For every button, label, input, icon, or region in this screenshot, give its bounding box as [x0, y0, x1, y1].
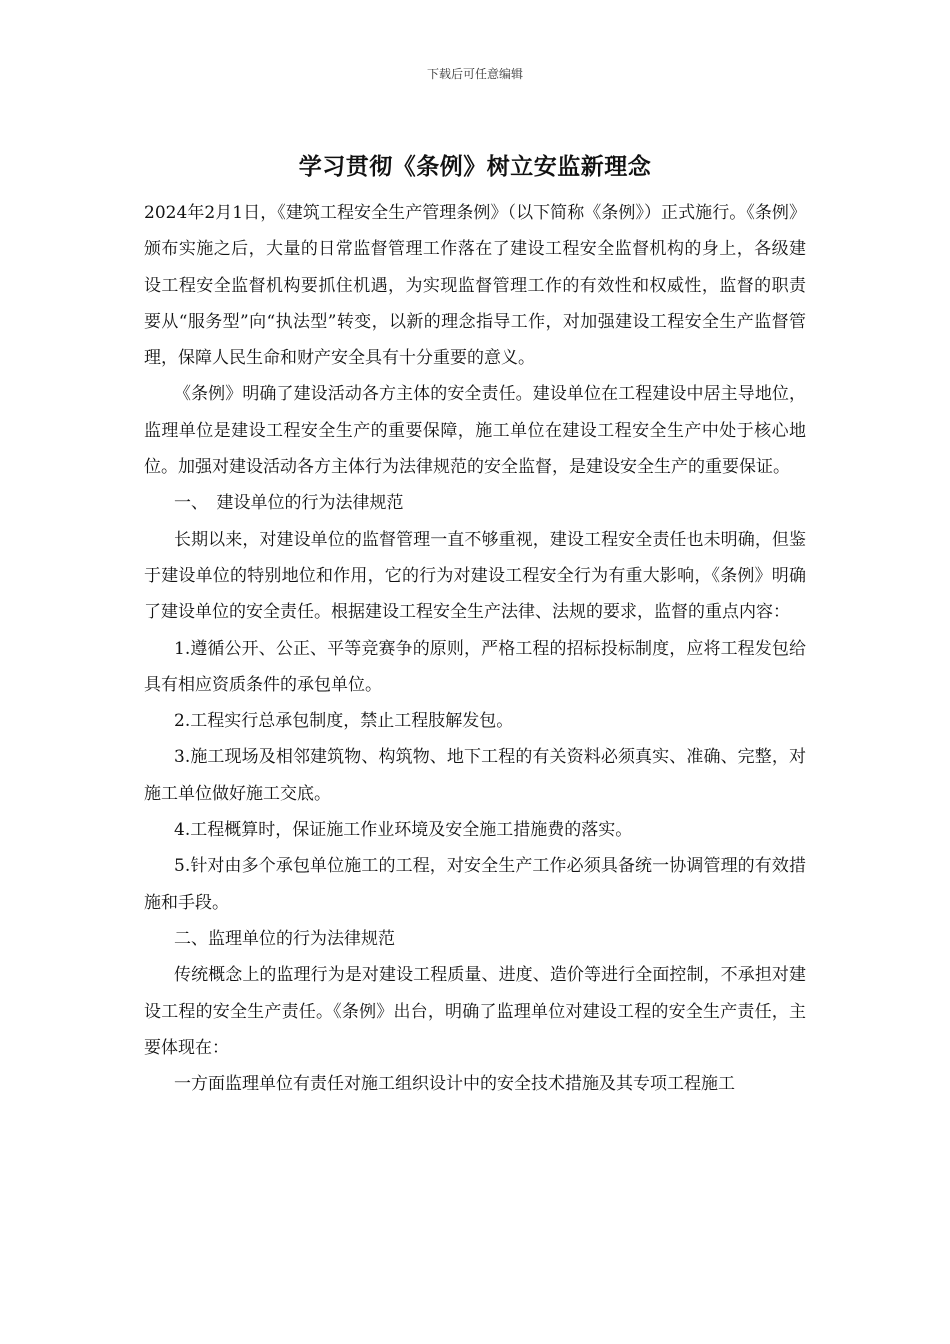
document-title: 学习贯彻《条例》树立安监新理念 [298, 153, 652, 180]
header-note: 下载后可任意编辑 [426, 67, 523, 81]
list-item-1: 1.遵循公开、公正、平等竞赛争的原则，严格工程的招标投标制度，应将工程发包给具有相应资质条件的承包单位。 [144, 638, 806, 695]
document-body [144, 195, 806, 1102]
paragraph-construction-unit: 长期以来，对建设单位的监督管理一直不够重视，建设工程安全责任也未明确，但鉴于建设单位的特别地位和作用，它的行为对建设工程安全行为有重大影响，《条例》明确了建设单位的安全责任。根据建设工程安全生产法律、法规的要求，监督的重点内容： [144, 529, 806, 623]
paragraph-supervision-duty: 一方面监理单位有责任对施工组织设计中的安全技术措施及其专项工程施工 [174, 1074, 735, 1095]
list-item-4: 4.工程概算时，保证施工作业环境及安全施工措施费的落实。 [174, 820, 633, 841]
section-heading-construction-unit: 一、 建设单位的行为法律规范 [174, 493, 404, 514]
paragraph-intro: 2024年2月1日，《建筑工程安全生产管理条例》（以下简称《条例》）正式施行。《条例》颁布实施之后，大量的日常监督管理工作落在了建设工程安全监督机构的身上，各级建设工程安全监督机构要抓住机遇，为实现监督管理工作的有效性和权威性，监督的职责要从“服务型”向“执法型”转变，以新的理念指导工作，对加强建设工程安全生产监督管理，保障人民生命和财产安全具有十分重要的意义。 [144, 203, 806, 369]
list-item-5: 5.针对由多个承包单位施工的工程，对安全生产工作必须具备统一协调管理的有效措施和手段。 [144, 856, 806, 913]
section-heading-supervision-unit: 二、监理单位的行为法律规范 [174, 928, 395, 949]
list-item-3: 3.施工现场及相邻建筑物、构筑物、地下工程的有关资料必须真实、准确、完整，对施工单位做好施工交底。 [144, 747, 806, 804]
paragraph-supervision-unit: 传统概念上的监理行为是对建设工程质量、进度、造价等进行全面控制，不承担对建设工程的安全生产责任。《条例》出台，明确了监理单位对建设工程的安全生产责任，主要体现在： [144, 965, 806, 1058]
list-item-2: 2.工程实行总承包制度，禁止工程肢解发包。 [174, 711, 514, 732]
paragraph-responsibilities: 《条例》明确了建设活动各方主体的安全责任。建设单位在工程建设中居主导地位，监理单位是建设工程安全生产的重要保障，施工单位在建设工程安全生产中处于核心地位。加强对建设活动各方主体行为法律规范的安全监督，是建设安全生产的重要保证。 [144, 384, 806, 478]
